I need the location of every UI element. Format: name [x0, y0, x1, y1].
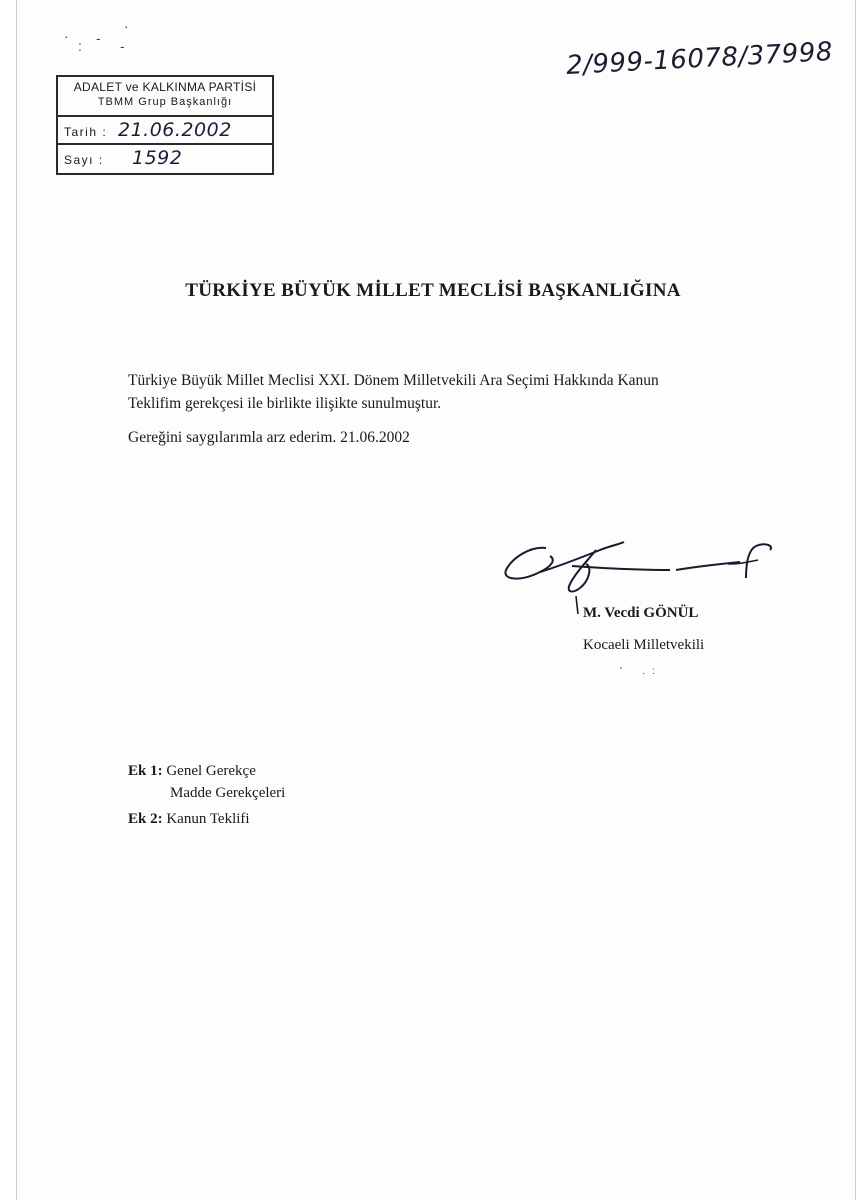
stamp-date-label: Tarih :	[64, 125, 108, 139]
stamp-number-row	[58, 145, 272, 173]
attachment-1	[128, 763, 256, 780]
attachment-item: Genel Gerekçe	[166, 763, 256, 779]
scan-speck: ·	[642, 668, 646, 679]
attachment-item: Kanun Teklifi	[166, 811, 250, 827]
stamp-number-value: 1592	[132, 147, 183, 169]
attachment-1-item-2: Madde Gerekçeleri	[170, 785, 286, 801]
scan-speck: :	[78, 38, 82, 54]
scan-speck: :	[652, 666, 655, 677]
body-line-1: Türkiye Büyük Millet Meclisi XXI. Dönem Milletvekili Ara Seçimi Hakkında Kanun	[128, 372, 659, 389]
scan-speck: ·	[64, 28, 69, 44]
stamp-date-row	[58, 117, 272, 145]
body-line-2: Teklifim gerekçesi ile birlikte ilişikte sunulmuştur.	[128, 395, 442, 412]
scan-speck: -	[96, 30, 101, 46]
stamp-header	[58, 77, 272, 117]
stamp-org-name: ADALET ve KALKINMA PARTİSİ	[73, 80, 257, 94]
scan-speck: -	[120, 38, 125, 54]
handwritten-signature	[500, 536, 790, 616]
body-line-3: Gereğini saygılarımla arz ederim. 21.06.2002	[128, 429, 410, 446]
attachment-label: Ek 1:	[128, 763, 163, 779]
party-stamp	[56, 75, 274, 175]
attachment-label: Ek 2:	[128, 811, 163, 827]
scan-speck: '	[620, 666, 622, 677]
signer-role: Kocaeli Milletvekili	[583, 637, 705, 653]
document-title: TÜRKİYE BÜYÜK MİLLET MECLİSİ BAŞKANLIĞINA	[185, 280, 681, 301]
attachment-2	[128, 811, 250, 828]
reference-number: 2/999-16078/37998	[565, 37, 834, 81]
stamp-number-label: Sayı :	[64, 153, 104, 167]
signer-name: M. Vecdi GÖNÜL	[583, 605, 699, 621]
stamp-date-value: 21.06.2002	[118, 119, 232, 141]
stamp-org-unit: TBMM Grup Başkanlığı	[97, 96, 233, 108]
scan-speck: ·	[124, 18, 129, 34]
